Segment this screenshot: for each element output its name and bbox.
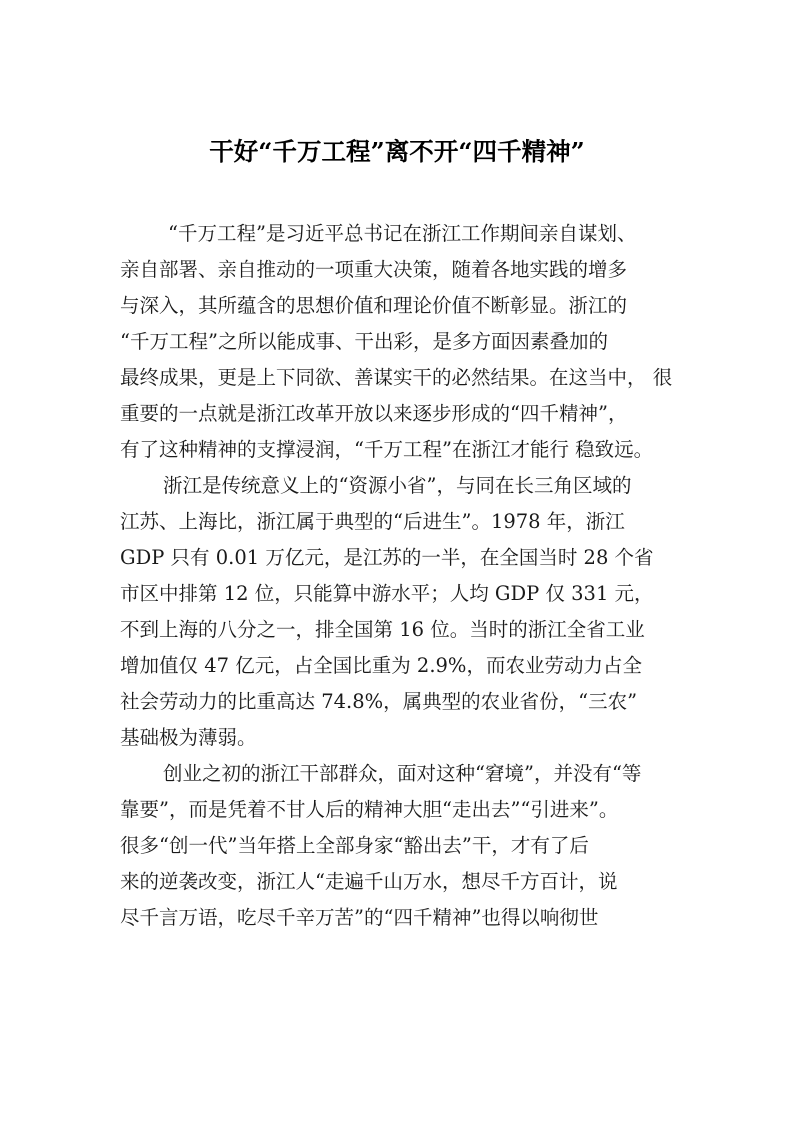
body-line: 来的逆袭改变，浙江人“走遍千山万水，想尽千方百计，说 (120, 870, 618, 893)
body-line: 市区中排第 12 位，只能算中游水平；人均 GDP 仅 331 元， (120, 582, 654, 605)
body-line: “千万工程”之所以能成事、干出彩，是多方面因素叠加的 (120, 330, 608, 353)
body-line: 最终成果，更是上下同欲、善谋实干的必然结果。在这当中， 很 (120, 366, 673, 389)
body-line: 靠要”，而是凭着不甘人后的精神大胆“走出去”“引进来”。 (120, 798, 619, 821)
body-line: 江苏、上海比，浙江属于典型的“后进生”。1978 年，浙江 (120, 510, 625, 533)
body-line: 不到上海的八分之一，排全国第 16 位。当时的浙江全省工业 (120, 618, 645, 641)
body-line: 有了这种精神的支撑浸润，“千万工程”在浙江才能行 稳致远。 (120, 438, 654, 461)
body-line: 重要的一点就是浙江改革开放以来逐步形成的“四千精神”， (120, 402, 628, 425)
body-line: 浙江是传统意义上的“资源小省”，与同在长三角区域的 (163, 474, 632, 497)
body-line: GDP 只有 0.01 万亿元，是江苏的一半，在全国当时 28 个省 (120, 546, 654, 569)
body-line: 增加值仅 47 亿元，占全国比重为 2.9%，而农业劳动力占全 (120, 654, 642, 677)
body-line: 基础极为薄弱。 (120, 726, 257, 749)
body-line: 尽千言万语，吃尽千辛万苦”的“四千精神”也得以响彻世 (120, 906, 599, 929)
body-line: 社会劳动力的比重高达 74.8%，属典型的农业省份，“三农” (120, 690, 638, 713)
body-line: 创业之初的浙江干部群众，面对这种“窘境”，并没有“等 (163, 762, 642, 785)
body-line: 亲自部署、亲自推动的一项重大决策，随着各地实践的增多 (120, 258, 628, 281)
body-line: 与深入，其所蕴含的思想价值和理论价值不断彰显。浙江的 (120, 294, 628, 317)
body-line: “千万工程”是习近平总书记在浙江工作期间亲自谋划、 (168, 222, 637, 245)
document-title: 干好“千万工程”离不开“四千精神” (209, 137, 585, 166)
body-line: 很多“创一代”当年搭上全部身家“豁出去”干，才有了后 (120, 834, 589, 857)
